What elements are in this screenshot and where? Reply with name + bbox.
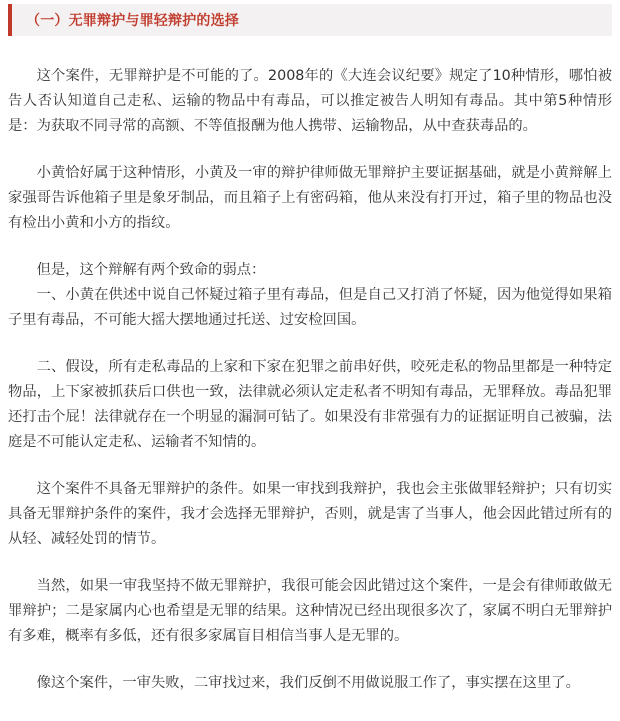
paragraph-8: 像这个案件，一审失败，二审找过来，我们反倒不用做说服工作了，事实摆在这里了。 bbox=[36, 675, 580, 691]
section-heading: （一）无罪辩护与罪轻辩护的选择 bbox=[26, 13, 239, 29]
paragraph-7: 当然，如果一审我坚持不做无罪辩护，我很可能会因此错过这个案件，一是会有律师敢做无罪辩护；二是家属内心也希望是无罪的结果。这种情况已经出现很多次了，家属不明白无罪辩护有多难，概率有多低，还有很多家属盲目相信当事人是无罪的。 bbox=[8, 578, 612, 644]
section-heading-bar bbox=[8, 4, 612, 36]
paragraph-6: 这个案件不具备无罪辩护的条件。如果一审找到我辩护，我也会主张做罪轻辩护；只有切实具备无罪辩护条件的案件，我才会选择无罪辩护，否则，就是害了当事人，他会因此错过所有的从轻、减轻处罚的情节。 bbox=[8, 481, 612, 547]
paragraph-2: 小黄恰好属于这种情形，小黄及一审的辩护律师做无罪辩护主要证据基础，就是小黄辩解上家强哥告诉他箱子里是象牙制品，而且箱子上有密码箱，他从来没有打开过，箱子里的物品也没有检出小黄和小方的指纹。 bbox=[8, 165, 612, 231]
paragraph-3: 但是，这个辩解有两个致命的弱点： bbox=[36, 262, 266, 278]
paragraph-4: 一、小黄在供述中说自己怀疑过箱子里有毒品，但是自己又打消了怀疑，因为他觉得如果箱子里有毒品，不可能大摇大摆地通过托送、过安检回国。 bbox=[8, 287, 612, 328]
article-body bbox=[8, 64, 612, 718]
paragraph-5: 二、假设，所有走私毒品的上家和下家在犯罪之前串好供，咬死走私的物品里都是一种特定物品，上下家被抓获后口供也一致，法律就必须认定走私者不明知有毒品，无罪释放。毒品犯罪还打击个屁！法律就存在一个明显的漏洞可钻了。如果没有非常强有力的证据证明自己被骗，法庭是不可能认定走私、运输者不知情的。 bbox=[8, 359, 612, 450]
paragraph-1: 这个案件，无罪辩护是不可能的了。2008年的《大连会议纪要》规定了10种情形，哪怕被告人否认知道自己走私、运输的物品中有毒品，可以推定被告人明知有毒品。其中第5种情形是：为获取不同寻常的高额、不等值报酬为他人携带、运输物品，从中查获毒品的。 bbox=[8, 68, 612, 134]
